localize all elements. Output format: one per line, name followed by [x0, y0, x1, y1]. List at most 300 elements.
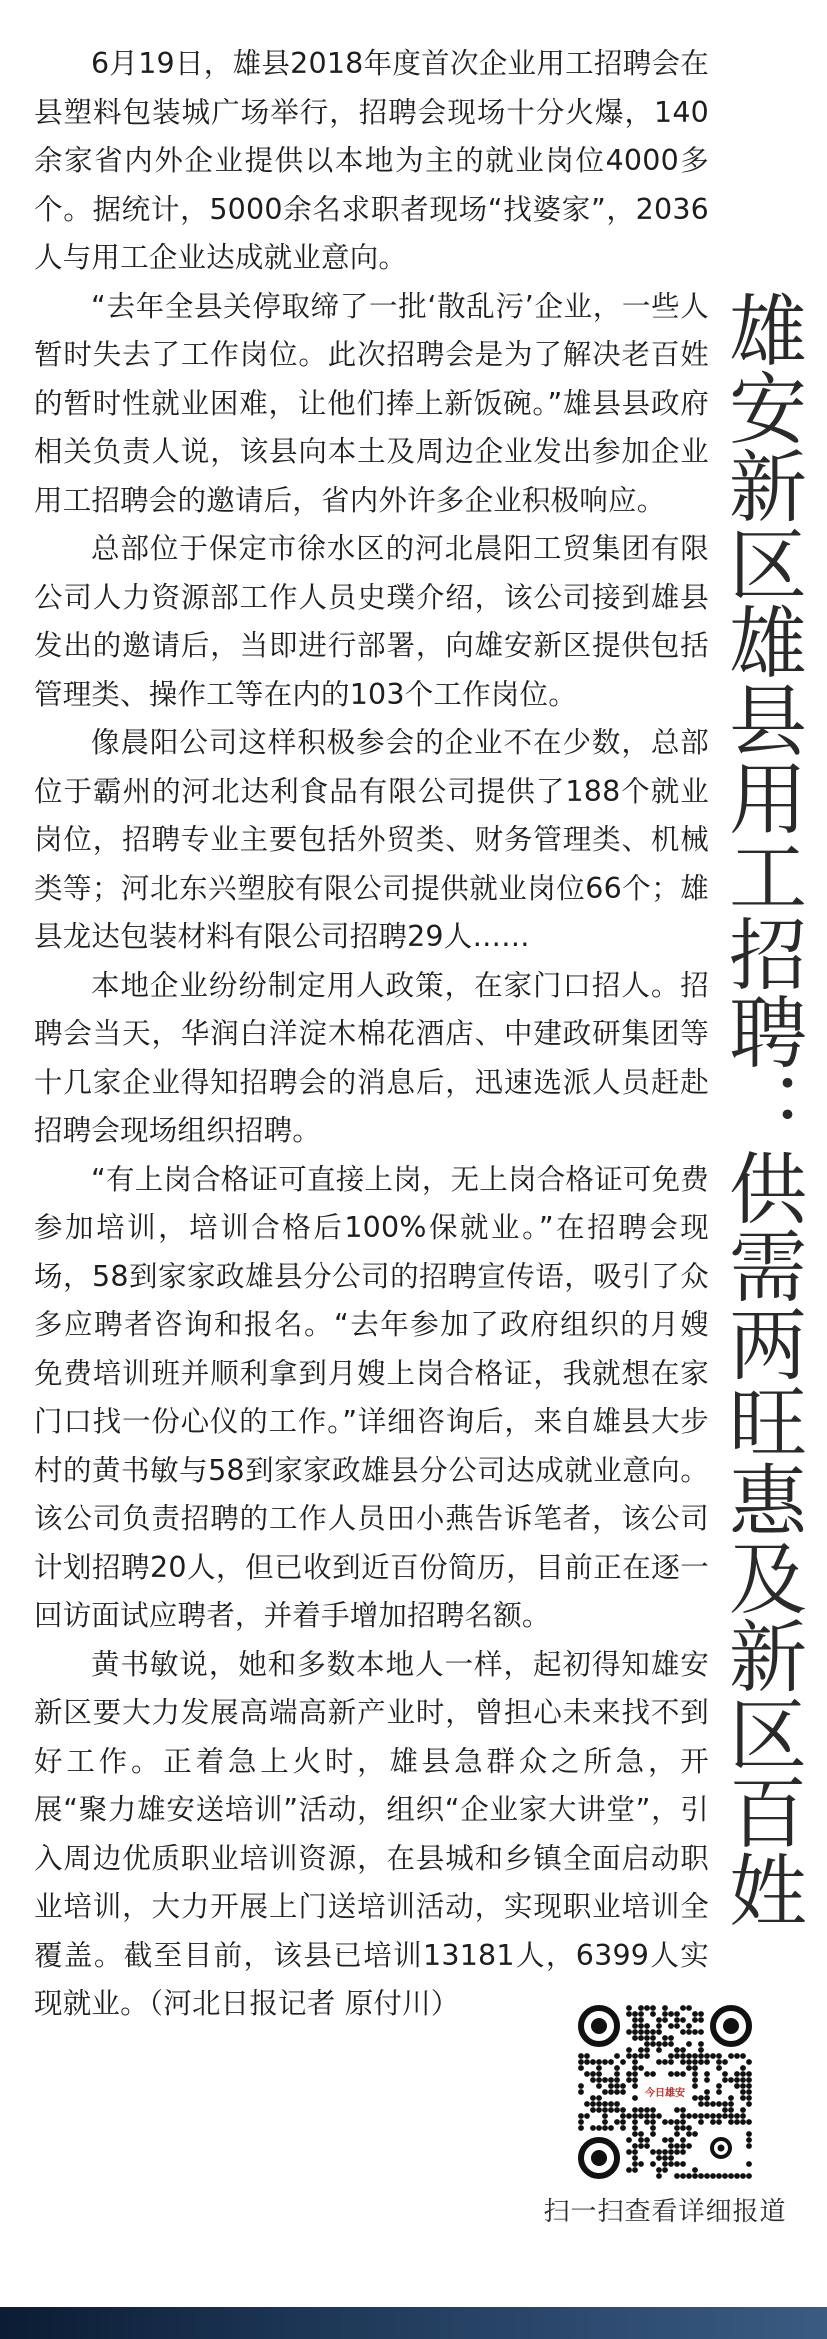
qr-module [656, 2023, 662, 2029]
qr-module [638, 2143, 644, 2149]
qr-module [686, 2173, 692, 2179]
qr-module [644, 2119, 650, 2125]
qr-module [608, 2089, 614, 2095]
qr-module [626, 2137, 632, 2143]
qr-module [716, 2083, 722, 2089]
qr-module [626, 2053, 632, 2059]
qr-module [686, 2005, 692, 2011]
qr-module [674, 2173, 680, 2179]
qr-module [578, 2065, 584, 2071]
qr-code-image[interactable] [578, 2005, 752, 2179]
qr-module [746, 2143, 752, 2149]
qr-module [632, 2035, 638, 2041]
qr-module [716, 2113, 722, 2119]
qr-module [716, 2053, 722, 2059]
qr-module [632, 2113, 638, 2119]
qr-module [692, 2173, 698, 2179]
qr-module [620, 2119, 626, 2125]
qr-module [728, 2077, 734, 2083]
qr-module [596, 2077, 602, 2083]
qr-module [602, 2077, 608, 2083]
qr-module [728, 2119, 734, 2125]
qr-module [704, 2059, 710, 2065]
qr-module [584, 2101, 590, 2107]
qr-module [662, 2149, 668, 2155]
qr-module [596, 2083, 602, 2089]
qr-module [740, 2065, 746, 2071]
qr-module [686, 2029, 692, 2035]
qr-module [638, 2113, 644, 2119]
qr-module [578, 2059, 584, 2065]
qr-module [740, 2173, 746, 2179]
qr-module [620, 2089, 626, 2095]
qr-module [674, 2161, 680, 2167]
qr-module [626, 2077, 632, 2083]
qr-module [620, 2083, 626, 2089]
qr-module [620, 2113, 626, 2119]
qr-module [662, 2161, 668, 2167]
qr-module [632, 2095, 638, 2101]
qr-module [686, 2023, 692, 2029]
qr-module [608, 2059, 614, 2065]
qr-module [680, 2017, 686, 2023]
qr-module [650, 2011, 656, 2017]
qr-module [680, 2053, 686, 2059]
qr-module [698, 2095, 704, 2101]
qr-module [668, 2143, 674, 2149]
qr-module [668, 2011, 674, 2017]
qr-module [614, 2083, 620, 2089]
qr-module [626, 2005, 632, 2011]
qr-module [746, 2173, 752, 2179]
qr-module [674, 2047, 680, 2053]
qr-module [734, 2173, 740, 2179]
qr-module [704, 2101, 710, 2107]
qr-module [614, 2089, 620, 2095]
qr-module [644, 2143, 650, 2149]
qr-module [590, 2059, 596, 2065]
qr-module [626, 2167, 632, 2173]
qr-module [656, 2029, 662, 2035]
qr-module [674, 2125, 680, 2131]
article-paragraph-7: 黄书敏说，她和多数本地人一样，起初得知雄安新区要大力发展高端高新产业时，曾担心未来找不到好工作。正着急上火时，雄县急群众之所急，开展“聚力雄安送培训”活动，组织“企业家大讲堂”，引入周边优质职业培训资源，在县城和乡镇全面启动职业培训，大力开展上门送培训活动，实现职业培训全覆盖。截至目前，该县已培训13181人，6399人实现就业。（河北日报记者 原付川） [34, 1647, 709, 2020]
qr-module [740, 2113, 746, 2119]
qr-module [668, 2071, 674, 2077]
qr-module [638, 2035, 644, 2041]
qr-module [626, 2071, 632, 2077]
qr-module [632, 2155, 638, 2161]
qr-module [632, 2125, 638, 2131]
qr-module [596, 2101, 602, 2107]
qr-module [704, 2077, 710, 2083]
qr-module [590, 2101, 596, 2107]
qr-module [590, 2125, 596, 2131]
qr-module [674, 2149, 680, 2155]
qr-module [746, 2101, 752, 2107]
qr-module [734, 2113, 740, 2119]
qr-module [680, 2161, 686, 2167]
qr-module [614, 2065, 620, 2071]
qr-module [650, 2107, 656, 2113]
qr-module [698, 2029, 704, 2035]
qr-module [740, 2077, 746, 2083]
qr-module [632, 2017, 638, 2023]
qr-module [674, 2011, 680, 2017]
qr-module [596, 2071, 602, 2077]
qr-module [644, 2023, 650, 2029]
qr-module [602, 2113, 608, 2119]
qr-module [746, 2095, 752, 2101]
qr-module [728, 2095, 734, 2101]
qr-module [728, 2101, 734, 2107]
qr-module [710, 2053, 716, 2059]
qr-module [614, 2053, 620, 2059]
qr-module [584, 2071, 590, 2077]
qr-module [698, 2101, 704, 2107]
qr-module [614, 2119, 620, 2125]
qr-module [740, 2071, 746, 2077]
qr-module [698, 2011, 704, 2017]
qr-module [632, 2071, 638, 2077]
qr-module [698, 2017, 704, 2023]
qr-module [716, 2173, 722, 2179]
qr-module [608, 2077, 614, 2083]
qr-module [686, 2041, 692, 2047]
qr-module [692, 2083, 698, 2089]
qr-module [620, 2107, 626, 2113]
qr-module [722, 2113, 728, 2119]
qr-module [668, 2149, 674, 2155]
qr-module [668, 2161, 674, 2167]
qr-module [656, 2041, 662, 2047]
qr-module [692, 2059, 698, 2065]
qr-module [608, 2107, 614, 2113]
qr-module [638, 2065, 644, 2071]
qr-module [608, 2125, 614, 2131]
qr-module [722, 2077, 728, 2083]
article-paragraph-3: 总部位于保定市徐水区的河北晨阳工贸集团有限公司人力资源部工作人员史璞介绍，该公司接到雄县发出的邀请后，当即进行部署，向雄安新区提供包括管理类、操作工等在内的103个工作岗位。 [34, 532, 709, 711]
qr-module [644, 2071, 650, 2077]
qr-module [734, 2119, 740, 2125]
qr-module [632, 2119, 638, 2125]
qr-module [680, 2143, 686, 2149]
qr-module [620, 2059, 626, 2065]
qr-module [662, 2119, 668, 2125]
qr-module [734, 2077, 740, 2083]
qr-module [578, 2113, 584, 2119]
qr-module [680, 2137, 686, 2143]
qr-module [638, 2107, 644, 2113]
qr-module [668, 2023, 674, 2029]
qr-module [650, 2161, 656, 2167]
qr-module [746, 2119, 752, 2125]
qr-module [686, 2131, 692, 2137]
qr-module [692, 2167, 698, 2173]
qr-module [674, 2017, 680, 2023]
qr-module [746, 2137, 752, 2143]
qr-module [662, 2035, 668, 2041]
qr-module [722, 2059, 728, 2065]
qr-module [734, 2053, 740, 2059]
article-paragraph-5: 本地企业纷纷制定用人政策，在家门口招人。招聘会当天，华润白洋淀木棉花酒店、中建政研集团等十几家企业得知招聘会的消息后，迅速选派人员赶赴招聘会现场组织招聘。 [34, 968, 709, 1147]
qr-module [728, 2107, 734, 2113]
qr-module [704, 2095, 710, 2101]
qr-module [680, 2047, 686, 2053]
qr-module [662, 2041, 668, 2047]
qr-module [674, 2107, 680, 2113]
qr-module [686, 2065, 692, 2071]
qr-module [680, 2173, 686, 2179]
qr-module [674, 2131, 680, 2137]
qr-module [578, 2119, 584, 2125]
qr-module [632, 2149, 638, 2155]
qr-module [680, 2071, 686, 2077]
qr-module [728, 2053, 734, 2059]
qr-module [632, 2161, 638, 2167]
qr-module [578, 2053, 584, 2059]
qr-module [614, 2071, 620, 2077]
qr-module [632, 2167, 638, 2173]
qr-module [722, 2107, 728, 2113]
qr-module [746, 2077, 752, 2083]
qr-module [668, 2137, 674, 2143]
qr-module [740, 2095, 746, 2101]
qr-module [626, 2029, 632, 2035]
qr-module [692, 2071, 698, 2077]
qr-module [698, 2173, 704, 2179]
qr-module [656, 2173, 662, 2179]
qr-module [734, 2071, 740, 2077]
qr-module [632, 2053, 638, 2059]
qr-module [614, 2077, 620, 2083]
qr-module [692, 2053, 698, 2059]
qr-module [638, 2053, 644, 2059]
qr-module [692, 2131, 698, 2137]
qr-module [626, 2113, 632, 2119]
qr-module [668, 2035, 674, 2041]
qr-module [596, 2059, 602, 2065]
qr-module [584, 2059, 590, 2065]
qr-module [584, 2053, 590, 2059]
qr-module [632, 2011, 638, 2017]
qr-module [632, 2065, 638, 2071]
qr-module [614, 2101, 620, 2107]
qr-module [746, 2131, 752, 2137]
qr-module [596, 2107, 602, 2113]
qr-module [704, 2053, 710, 2059]
qr-module [656, 2155, 662, 2161]
qr-module [602, 2101, 608, 2107]
qr-module [668, 2053, 674, 2059]
qr-module [668, 2155, 674, 2161]
qr-module [704, 2173, 710, 2179]
qr-module [650, 2149, 656, 2155]
qr-module [686, 2059, 692, 2065]
qr-module [734, 2083, 740, 2089]
qr-module [662, 2167, 668, 2173]
qr-module [740, 2107, 746, 2113]
qr-module [686, 2113, 692, 2119]
qr-module [632, 2059, 638, 2065]
qr-module [740, 2053, 746, 2059]
qr-module [686, 2053, 692, 2059]
qr-module [662, 2005, 668, 2011]
qr-module [650, 2125, 656, 2131]
qr-module [698, 2047, 704, 2053]
qr-module [590, 2107, 596, 2113]
qr-module [638, 2161, 644, 2167]
qr-module [650, 2041, 656, 2047]
qr-module [638, 2131, 644, 2137]
qr-module [680, 2005, 686, 2011]
qr-module [662, 2059, 668, 2065]
qr-module [644, 2137, 650, 2143]
qr-module [698, 2113, 704, 2119]
qr-module [608, 2083, 614, 2089]
qr-module [722, 2071, 728, 2077]
qr-module [704, 2113, 710, 2119]
qr-module [698, 2053, 704, 2059]
qr-module [602, 2119, 608, 2125]
qr-module [596, 2065, 602, 2071]
qr-module [716, 2065, 722, 2071]
article-body [34, 40, 709, 2029]
vertical-headline: 雄安新区雄县用工招聘：供需两旺惠及新区百姓 [716, 290, 806, 1928]
qr-module [722, 2173, 728, 2179]
qr-module [656, 2149, 662, 2155]
qr-module [644, 2113, 650, 2119]
qr-module [644, 2107, 650, 2113]
qr-module [692, 2113, 698, 2119]
qr-module [632, 2077, 638, 2083]
qr-module [614, 2107, 620, 2113]
qr-module [650, 2029, 656, 2035]
qr-module [632, 2143, 638, 2149]
qr-module [674, 2119, 680, 2125]
qr-module [584, 2113, 590, 2119]
qr-module [602, 2125, 608, 2131]
qr-module [602, 2107, 608, 2113]
article-paragraph-6: “有上岗合格证可直接上岗，无上岗合格证可免费参加培训，培训合格后100%保就业。”在招聘会现场，58到家家政雄县分公司的招聘宣传语，吸引了众多应聘者咨询和报名。“去年参加了政府组织的月嫂免费培训班并顺利拿到月嫂上岗合格证，我就想在家门口找一份心仪的工作。”详细咨询后，来自雄县大步村的黄书敏与58到家家政雄县分公司达成就业意向。该公司负责招聘的工作人员田小燕告诉笔者，该公司计划招聘20人，但已收到近百份简历，目前正在逐一回访面试应聘者，并着手增加招聘名额。 [34, 1162, 709, 1632]
qr-module [656, 2059, 662, 2065]
qr-module [674, 2053, 680, 2059]
qr-module [650, 2035, 656, 2041]
bottom-decorative-band [0, 2307, 827, 2339]
qr-code-block [535, 2005, 795, 2228]
qr-module [596, 2095, 602, 2101]
qr-module [692, 2029, 698, 2035]
qr-module [704, 2089, 710, 2095]
qr-module [680, 2029, 686, 2035]
qr-module [692, 2011, 698, 2017]
qr-module [590, 2095, 596, 2101]
qr-module [716, 2119, 722, 2125]
qr-module [638, 2029, 644, 2035]
qr-module [662, 2137, 668, 2143]
qr-module [692, 2095, 698, 2101]
qr-module [710, 2173, 716, 2179]
qr-module [632, 2083, 638, 2089]
qr-module [650, 2119, 656, 2125]
qr-module [632, 2023, 638, 2029]
qr-module [692, 2017, 698, 2023]
qr-module [596, 2125, 602, 2131]
qr-module [620, 2125, 626, 2131]
qr-module [668, 2041, 674, 2047]
qr-module [638, 2047, 644, 2053]
qr-module [728, 2113, 734, 2119]
qr-module [680, 2107, 686, 2113]
qr-module [662, 2011, 668, 2017]
qr-caption: 扫一扫查看详细报道 [543, 2197, 787, 2227]
qr-module [704, 2071, 710, 2077]
qr-module [632, 2029, 638, 2035]
qr-module [722, 2101, 728, 2107]
qr-module [698, 2059, 704, 2065]
qr-module [740, 2083, 746, 2089]
qr-module [746, 2089, 752, 2095]
article-paragraph-1: 6月19日，雄县2018年度首次企业用工招聘会在县塑料包装城广场举行，招聘会现场十分火爆，140余家省内外企业提供以本地为主的就业岗位4000多个。据统计，5000余名求职者现场“找婆家”，2036人与用工企业达成就业意向。 [34, 47, 709, 274]
qr-module [746, 2071, 752, 2077]
qr-module [602, 2089, 608, 2095]
qr-module [650, 2005, 656, 2011]
qr-module [602, 2059, 608, 2065]
qr-module [668, 2119, 674, 2125]
qr-module [578, 2089, 584, 2095]
qr-module [674, 2143, 680, 2149]
qr-module [674, 2023, 680, 2029]
qr-module [644, 2053, 650, 2059]
qr-module [626, 2011, 632, 2017]
qr-module [668, 2059, 674, 2065]
qr-module [650, 2113, 656, 2119]
qr-module [626, 2047, 632, 2053]
qr-module [740, 2089, 746, 2095]
qr-module [680, 2059, 686, 2065]
qr-module [674, 2071, 680, 2077]
qr-module [632, 2131, 638, 2137]
qr-module [608, 2101, 614, 2107]
qr-module [716, 2059, 722, 2065]
qr-module [650, 2071, 656, 2077]
qr-module [686, 2125, 692, 2131]
article-paragraph-4: 像晨阳公司这样积极参会的企业不在少数，总部位于霸州的河北达利食品有限公司提供了188个就业岗位，招聘专业主要包括外贸类、财务管理类、机械类等；河北东兴塑胶有限公司提供就业岗位66个；雄县龙达包装材料有限公司招聘29人…… [34, 726, 709, 953]
qr-module [644, 2005, 650, 2011]
qr-module [638, 2137, 644, 2143]
qr-module [698, 2119, 704, 2125]
qr-module [710, 2119, 716, 2125]
qr-module [680, 2119, 686, 2125]
qr-logo-text: 今日雄安 [645, 2088, 685, 2099]
qr-module [692, 2077, 698, 2083]
qr-module [638, 2005, 644, 2011]
qr-module [632, 2107, 638, 2113]
qr-module [650, 2131, 656, 2137]
qr-module [680, 2113, 686, 2119]
qr-module [656, 2113, 662, 2119]
qr-module [680, 2149, 686, 2155]
qr-module [716, 2089, 722, 2095]
qr-module [698, 2041, 704, 2047]
qr-module [746, 2161, 752, 2167]
qr-module [680, 2125, 686, 2131]
qr-module [578, 2083, 584, 2089]
qr-module [656, 2017, 662, 2023]
qr-module [644, 2047, 650, 2053]
qr-module [578, 2125, 584, 2131]
qr-module [656, 2047, 662, 2053]
qr-module [662, 2017, 668, 2023]
